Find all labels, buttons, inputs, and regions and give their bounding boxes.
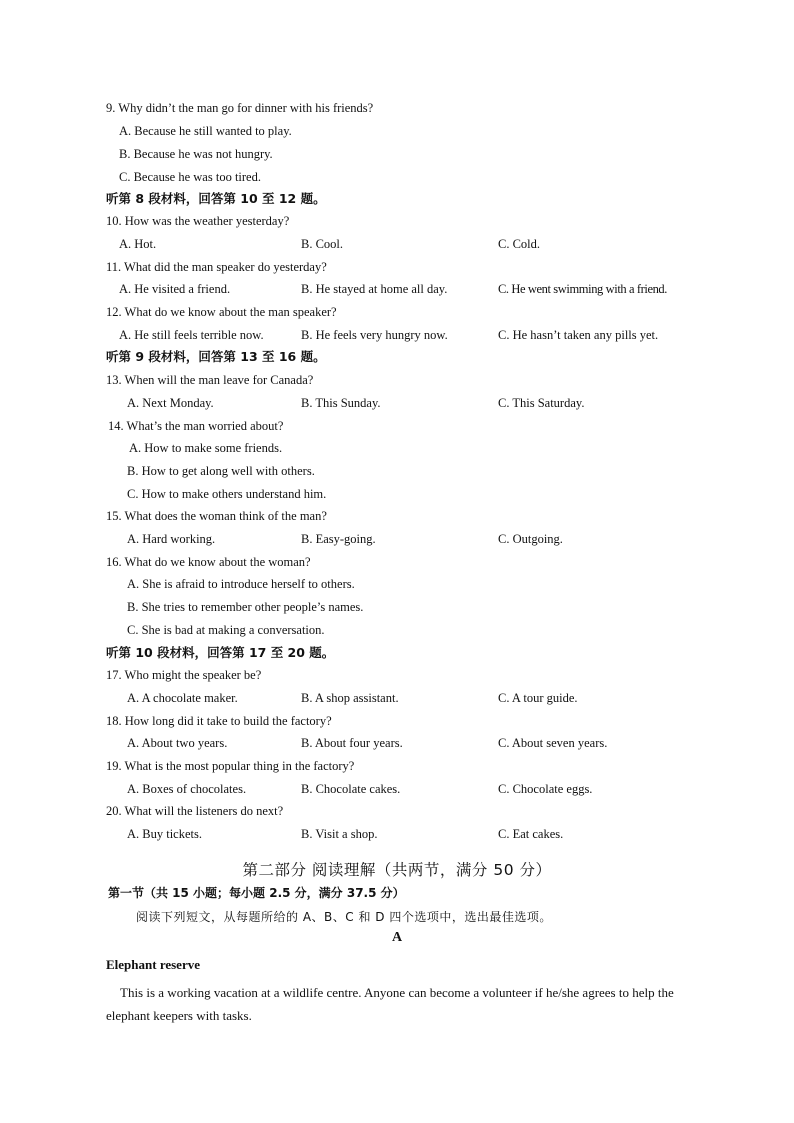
question-16-stem: 16. What do we know about the woman? [106,555,311,569]
question-13-stem: 13. When will the man leave for Canada? [106,373,314,387]
question-14-stem: 14. What’s the man worried about? [108,419,284,433]
question-12-option-a: A. He still feels terrible now. [119,328,264,342]
question-20-option-a: A. Buy tickets. [127,827,202,841]
question-16-option-c: C. She is bad at making a conversation. [127,623,325,637]
passage-letter: A [391,930,403,945]
section-header-9: 听第 9 段材料，回答第 13 至 16 题。 [106,349,326,364]
section-header-8: 听第 8 段材料，回答第 10 至 12 题。 [106,191,326,206]
question-20-stem: 20. What will the listeners do next? [106,804,284,818]
question-18-stem: 18. How long did it take to build the factory? [106,714,332,728]
question-20-option-b: B. Visit a shop. [301,827,378,841]
question-17-option-c: C. A tour guide. [498,691,578,705]
passage-title: Elephant reserve [106,957,200,972]
question-14-option-a: A. How to make some friends. [129,441,283,455]
question-10-option-c: C. Cold. [498,237,541,251]
question-9-option-c: C. Because he was too tired. [119,170,261,184]
question-9-option-b: B. Because he was not hungry. [119,147,273,161]
question-11-option-a: A. He visited a friend. [119,282,231,296]
question-14-option-c: C. How to make others understand him. [127,487,327,501]
question-15-option-a: A. Hard working. [127,532,216,546]
question-10-option-b: B. Cool. [301,237,344,251]
question-10-stem: 10. How was the weather yesterday? [106,214,290,228]
question-19-option-a: A. Boxes of chocolates. [127,782,247,796]
question-16-option-b: B. She tries to remember other people’s names. [127,600,364,614]
question-17-stem: 17. Who might the speaker be? [106,668,262,682]
question-12-option-b: B. He feels very hungry now. [301,328,448,342]
question-18-option-b: B. About four years. [301,736,403,750]
question-11-option-b: B. He stayed at home all day. [301,282,448,296]
question-18-option-c: C. About seven years. [498,736,608,750]
question-19-stem: 19. What is the most popular thing in the factory? [106,759,355,773]
section-header-10: 听第 10 段材料，回答第 17 至 20 题。 [106,645,335,660]
question-19-option-c: C. Chocolate eggs. [498,782,593,796]
question-17-option-b: B. A shop assistant. [301,691,399,705]
question-15-option-c: C. Outgoing. [498,532,563,546]
question-14-option-b: B. How to get along well with others. [127,464,315,478]
question-10-option-a: A. Hot. [119,237,157,251]
question-12-option-c: C. He hasn’t taken any pills yet. [498,328,659,342]
question-19-option-b: B. Chocolate cakes. [301,782,401,796]
question-12-stem: 12. What do we know about the man speaker? [106,305,337,319]
passage-paragraph: This is a working vacation at a wildlife centre. Anyone can become a volunteer if he/she agrees to help the elephant keepers with tasks. [106,985,674,1023]
question-11-stem: 11. What did the man speaker do yesterday? [106,260,327,274]
question-9-stem: 9. Why didn’t the man go for dinner with his friends? [106,101,374,115]
question-13-option-c: C. This Saturday. [498,396,585,410]
question-18-option-a: A. About two years. [127,736,228,750]
part-two-title: 第二部分 阅读理解（共两节，满分 50 分） [242,861,552,879]
question-15-option-b: B. Easy-going. [301,532,376,546]
question-16-option-a: A. She is afraid to introduce herself to others. [127,577,355,591]
question-20-option-c: C. Eat cakes. [498,827,564,841]
question-15-stem: 15. What does the woman think of the man? [106,509,327,523]
question-17-option-a: A. A chocolate maker. [127,691,238,705]
section-one-title: 第一节（共 15 小题；每小题 2.5 分，满分 37.5 分） [108,886,405,900]
question-11-option-c: C. He went swimming with a friend. [498,282,668,296]
reading-instruction: 阅读下列短文，从每题所给的 A、B、C 和 D 四个选项中，选出最佳选项。 [136,910,552,924]
question-13-option-a: A. Next Monday. [127,396,214,410]
question-9-option-a: A. Because he still wanted to play. [119,124,292,138]
question-13-option-b: B. This Sunday. [301,396,381,410]
